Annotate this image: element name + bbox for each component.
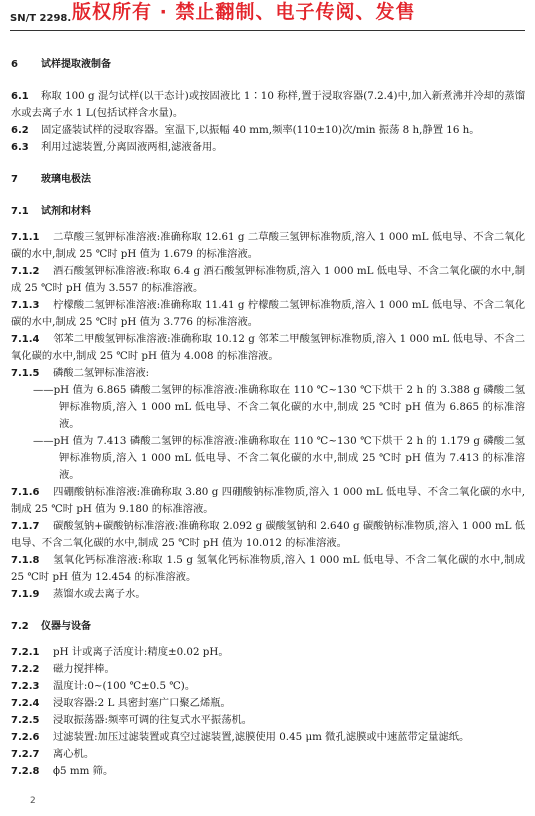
clause-7-2-2: 7.2.2 磁力搅拌棒。 — [11, 663, 115, 675]
document-body — [11, 56, 525, 780]
clause-7-1-6: 7.1.6 四硼酸钠标准溶液:准确称取 3.80 g 四硼酸钠标准物质,溶入 1 000 mL 低电导、不含二氧化碳的水中,制成 25 ℃时 pH 值为 9.180 的标准溶液。 — [11, 486, 525, 515]
clause-7-2-8: 7.2.8 ϕ5 mm 筛。 — [11, 765, 114, 777]
clause-7-2-5: 7.2.5 浸取振荡器:频率可调的往复式水平振荡机。 — [11, 714, 253, 726]
clause-7-1-8: 7.1.8 氢氧化钙标准溶液:称取 1.5 g 氢氧化钙标准物质,溶入 1 000 mL 低电导、不含二氧化碳的水中,制成 25 ℃时 pH 值为 12.454 的标准溶液。 — [11, 554, 525, 583]
clause-7-1-7: 7.1.7 碳酸氢钠+碳酸钠标准溶液:准确称取 2.092 g 碳酸氢钠和 2.640 g 碳酸钠标准物质,溶入 1 000 mL 低电导、不含二氧化碳的水中,制成 25 ℃时 pH 值为 10.012 的标准溶液。 — [11, 520, 525, 549]
page-header — [10, 1, 525, 30]
clause-6-2: 6.2 固定盛装试样的浸取容器。室温下,以振幅 40 mm,频率(110±10)次/min 振荡 8 h,静置 16 h。 — [11, 124, 480, 136]
list-item-ph-6865: ——pH 值为 6.865 磷酸二氢钾的标准溶液:准确称取在 110 ℃~130 ℃下烘干 2 h 的 3.388 g 磷酸二氢钾标准物质,溶入 1 000 mL 低电导、不含二氧化碳的水中,制成 25 ℃时 pH 值为 6.865 的标准溶液。 — [33, 384, 525, 430]
section-heading-7: 7 玻璃电极法 — [11, 174, 91, 185]
clause-7-2-7: 7.2.7 离心机。 — [11, 748, 95, 760]
clause-7-1-2: 7.1.2 酒石酸氢钾标准溶液:称取 6.4 g 酒石酸氢钾标准物质,溶入 1 000 mL 低电导、不含二氧化碳的水中,制成 25 ℃时 pH 值为 3.557 的标准溶液。 — [11, 265, 525, 294]
clause-7-1-3: 7.1.3 柠檬酸二氢钾标准溶液:准确称取 11.41 g 柠檬酸二氢钾标准物质,溶入 1 000 mL 低电导、不含二氧化碳的水中,制成 25 ℃时 pH 值为 3.776 的标准溶液。 — [11, 299, 525, 328]
clause-7-2-4: 7.2.4 浸取容器:2 L 具密封塞广口聚乙烯瓶。 — [11, 697, 231, 709]
clause-7-1-1: 7.1.1 二草酸三氢钾标准溶液:准确称取 12.61 g 二草酸三氢钾标准物质,溶入 1 000 mL 低电导、不含二氧化碳的水中,制成 25 ℃时 pH 值为 1.679 的标准溶液。 — [11, 231, 525, 260]
section-heading-7-2: 7.2 仪器与设备 — [11, 621, 91, 632]
standard-code: SN/T 2298. — [10, 13, 72, 24]
page-number: 2 — [30, 796, 36, 806]
clause-6-3: 6.3 利用过滤装置,分离固液两相,滤液备用。 — [11, 141, 223, 153]
clause-7-2-6: 7.2.6 过滤装置:加压过滤装置或真空过滤装置,滤膜使用 0.45 μm 微孔滤膜或中速蓝带定量滤纸。 — [11, 731, 470, 743]
clause-7-1-9: 7.1.9 蒸馏水或去离子水。 — [11, 588, 146, 600]
clause-7-1-5: 7.1.5 磷酸二氢钾标准溶液: — [11, 367, 150, 379]
clause-7-2-1: 7.2.1 pH 计或离子活度计:精度±0.02 pH。 — [11, 646, 229, 658]
list-item-ph-7413: ——pH 值为 7.413 磷酸二氢钾的标准溶液:准确称取在 110 ℃~130 ℃下烘干 2 h 的 1.179 g 磷酸二氢钾标准物质,溶入 1 000 mL 低电导、不含二氧化碳的水中,制成 25 ℃时 pH 值为 7.413 的标准溶液。 — [33, 435, 525, 481]
clause-7-1-4: 7.1.4 邻苯二甲酸氢钾标准溶液:准确称取 10.12 g 邻苯二甲酸氢钾标准物质,溶入 1 000 mL 低电导、不含二氧化碳的水中,制成 25 ℃时 pH 值为 4.008 的标准溶液。 — [11, 333, 525, 362]
section-heading-6: 6 试样提取液制备 — [11, 59, 111, 70]
watermark-text: 版权所有 · 禁止翻制、电子传阅、发售 — [72, 1, 416, 23]
clause-7-2-3: 7.2.3 温度计:0~(100 ℃±0.5 ℃)。 — [11, 680, 196, 692]
section-heading-7-1: 7.1 试剂和材料 — [11, 206, 91, 217]
header-rule — [10, 30, 525, 31]
clause-6-1: 6.1 称取 100 g 混匀试样(以干态计)或按固液比 1∶10 称样,置于浸取容器(7.2.4)中,加入新煮沸并冷却的蒸馏水或去离子水 1 L(包括试样含水量)。 — [11, 90, 525, 119]
